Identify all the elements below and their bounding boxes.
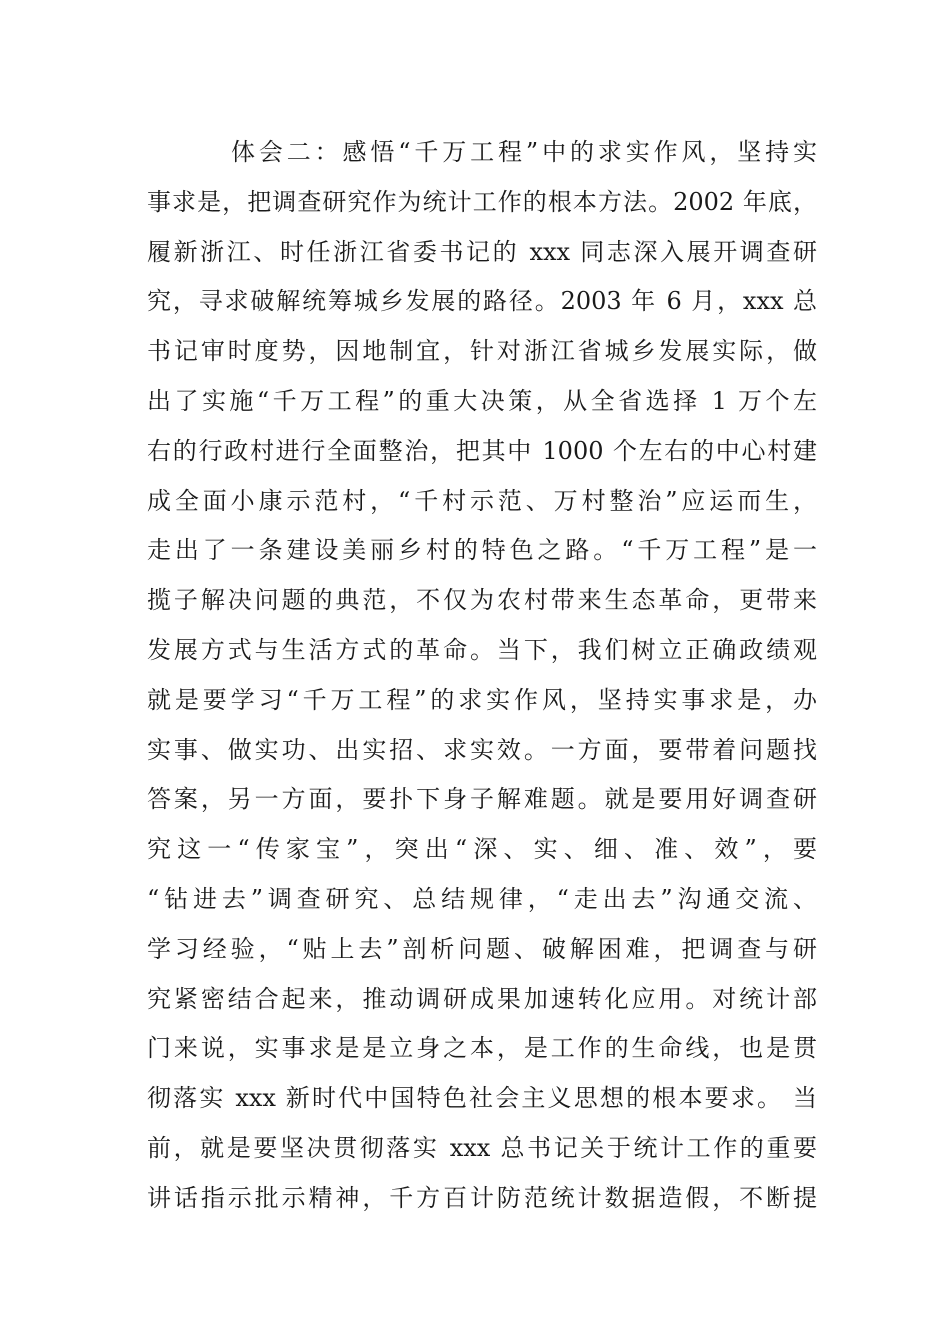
paragraph-line: 究这一“传家宝”，突出“深、实、细、准、效”，要 xyxy=(147,835,817,864)
paragraph-line: 走出了一条建设美丽乡村的特色之路。“千万工程”是一 xyxy=(147,536,817,565)
paragraph-line: 出了实施“千万工程”的重大决策，从全省选择 1 万个左 xyxy=(147,386,817,415)
paragraph-line: 发展方式与生活方式的革命。当下，我们树立正确政绩观 xyxy=(147,635,817,664)
paragraph-line: 揽子解决问题的典范，不仅为农村带来生态革命，更带来 xyxy=(147,586,817,615)
paragraph-line: 门来说，实事求是是立身之本，是工作的生命线，也是贯 xyxy=(147,1034,817,1063)
paragraph-line: 右的行政村进行全面整治，把其中 1000 个左右的中心村建 xyxy=(147,436,817,465)
paragraph-line: 履新浙江、时任浙江省委书记的 xxx 同志深入展开调查研 xyxy=(147,237,817,266)
paragraph-line: 事求是，把调查研究作为统计工作的根本方法。2002 年底， xyxy=(147,187,817,216)
paragraph-line: 讲话指示批示精神，千方百计防范统计数据造假，不断提 xyxy=(147,1183,817,1212)
body-paragraph xyxy=(147,128,817,1224)
paragraph-line: 学习经验，“贴上去”剖析问题、破解困难，把调查与研 xyxy=(147,934,817,963)
paragraph-line: 究紧密结合起来，推动调研成果加速转化应用。对统计部 xyxy=(147,984,817,1013)
paragraph-line: 实事、做实功、出实招、求实效。一方面，要带着问题找 xyxy=(147,735,817,764)
paragraph-line: 彻落实 xxx 新时代中国特色社会主义思想的根本要求。 当 xyxy=(147,1084,817,1113)
paragraph-line: 前，就是要坚决贯彻落实 xxx 总书记关于统计工作的重要 xyxy=(147,1133,817,1162)
paragraph-line: 就是要学习“千万工程”的求实作风，坚持实事求是，办 xyxy=(147,685,817,714)
paragraph-line: 成全面小康示范村，“千村示范、万村整治”应运而生， xyxy=(147,486,817,515)
paragraph-line: 体会二：感悟“千万工程”中的求实作风，坚持实 xyxy=(231,138,817,166)
paragraph-line: 书记审时度势，因地制宜，针对浙江省城乡发展实际，做 xyxy=(147,337,817,366)
paragraph-line: “钻进去”调查研究、总结规律，“走出去”沟通交流、 xyxy=(147,884,817,913)
paragraph-line: 究，寻求破解统筹城乡发展的路径。2003 年 6 月，xxx 总 xyxy=(147,287,817,316)
paragraph-line: 答案，另一方面，要扑下身子解难题。就是要用好调查研 xyxy=(147,785,817,814)
